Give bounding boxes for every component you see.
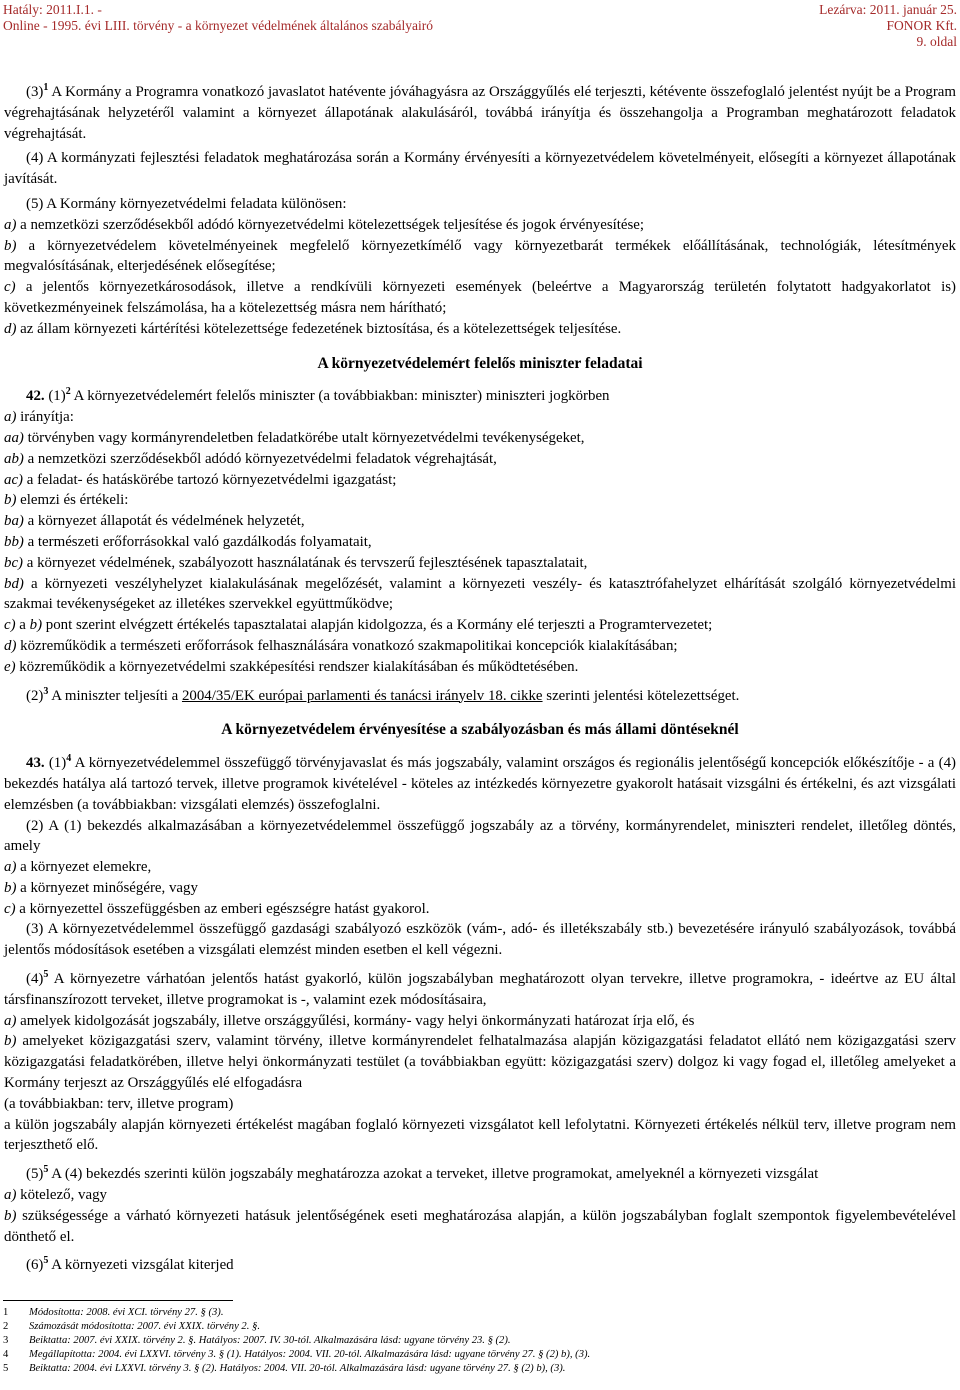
paragraph-43-1: 43. $(1)^4$ A környezetvédelemmel összefüggő törvényjavaslat és más jogszabály, valamint országos és regionális jelentőségű koncepciók előkészítője - a (4) bekezdés hatálya alá tartozó tervek, illetve programok kivételével - köteles az intézkedés környezetre gyakorolt hatásait vizsgálni és értékelni, és azt vizsgálati elemzésben (a továbbiakban: vizsgálati elemzés) összefoglalni. [4,753,956,813]
paragraph-41-4: (4) A kormányzati fejlesztési feladatok meghatározása során a Kormány érvényesíti a környezetvédelem követelményeit, elősegíti a környezet állapotának javítását. [4,150,956,188]
list-item: d) az állam környezeti kártérítési kötelezettsége fedezetének biztosítása, és a kötelezettségek teljesítése. [4,320,622,337]
footnote-item: 3 Beiktatta: 2007. évi XXIX. törvény 2. §. Hatályos: 2007. IV. 30-tól. Alkalmazására lásd: ugyane törvény 23. § (2). [3,1334,511,1346]
page-header [3,2,957,48]
section-heading-minister: A környezetvédelemért felelős miniszter feladatai [317,354,643,372]
header-publisher: FONOR Kft. [886,18,957,33]
list-item: b) a környezetvédelem követelményeinek megfelelő környezetkímélő vagy környezetbarát termékek előállításának, technológiák, létesítmények megvalósításának, elterjedésének elősegítése; [4,237,956,275]
list-item: b) a környezet minőségére, vagy [4,879,198,896]
header-page-number: 9. oldal [916,34,957,49]
header-left [3,2,433,34]
list-item: bb) a természeti erőforrásokkal való gazdálkodás folyamatait, [4,533,372,550]
footnote-divider [3,1300,233,1301]
footnote-item: 1 Módosította: 2008. évi XCI. törvény 27. § (3). [3,1307,224,1318]
paragraph-41-5: (5) A Kormány környezetvédelmi feladata különösen: [26,195,347,212]
list-item: (a továbbiakban: terv, illetve program) [4,1095,234,1112]
paragraph-43-4: $(4)^5$ A környezetre várhatóan jelentős hatást gyakorló, külön jogszabályban meghatározott olyan tervekre, illetve programokra, - ideértve az EU által társfinanszírozott terveket, illetve programokat is -, valamint ezek módosításaira, [4,969,956,1008]
paragraph-43-3: (3) A környezetvédelemmel összefüggő gazdasági szabályozó eszközök (vám-, adó- és illetékszabály stb.) bevezetésére irányuló szabályozások, továbbá jelentős módosítások esetében a vizsgálati elemzést minden esetben el kell végezni. [4,921,956,959]
list-item: a) kötelező, vagy [4,1187,107,1204]
paragraph-43-6: $(6)^5$ A környezeti vizsgálat kiterjed [26,1255,234,1274]
list-item: a) irányítja: [4,409,74,426]
list-item: a) a környezet elemekre, [4,859,152,876]
paragraph-41-3: $(3)^1$ A Kormány a Programra vonatkozó javaslatot hatévente jóváhagyásra az Országgyűlés elé terjeszti, kétévente összefoglaló jelentést nyújt be a Program végrehajtásának helyzetéről valamint a környezet állapotának alakulásáról, továbbá irányítja és összehangolja a Programban meghatározott feladatok végrehajtását. [4,82,956,142]
paragraph-42-2: $(2)^3$ A miniszter teljesíti a 2004/35/EK európai parlamenti és tanácsi irányelv 18. cikke szerinti jelentési kötelezettséget. [26,685,740,704]
header-validity: Hatály: 2011.I.1. - [3,2,102,17]
footnote-ref-3[interactable]: 3 [43,685,49,697]
directive-link[interactable]: 2004/35/EK európai parlamenti és tanácsi irányelv 18. cikke [181,687,543,704]
paragraph-42-1: 42. $(1)^2$ A környezetvédelemért felelős miniszter (a továbbiakban: miniszter) miniszteri jogkörben [26,386,610,405]
list-item: ba) a környezet állapotát és védelmének helyzetét, [4,513,305,530]
list-item: b) elemzi és értékeli: [4,492,129,509]
footnote-item: 4 Megállapította: 2004. évi LXXVI. törvény 3. § (1). Hatályos: 2004. VII. 20-tól. Alkalmazására lásd: ugyane törvény 27. § (2) b), (3). [3,1348,591,1360]
list-item: a külön jogszabály alapján környezeti értékelést magában foglaló környezeti vizsgálatot kell lefolytatni. Környezeti értékelés nélkül terv, illetve program nem terjeszthető elő. [4,1116,956,1154]
footnotes [3,1300,957,1376]
document-body [4,82,956,1276]
header-right [819,2,957,50]
footnote-ref-5[interactable]: 5 [43,1255,49,1267]
list-item: bd) a környezeti veszélyhelyzet kialakulásának megelőzését, valamint a környezeti veszély- és katasztrófahelyzet elhárítását szolgáló környezetvédelmi szakmai tevékenységeket az illetékes szervekkel együttműködve; [4,575,956,613]
list-item: ab) a nemzetközi szerződésekből adódó környezetvédelmi feladatok végrehajtását, [4,450,497,467]
footnote-item: 5 Beiktatta: 2004. évi LXXVI. törvény 3. § (2). Hatályos: 2004. VII. 20-tól. Alkalmazására lásd: ugyane törvény 27. § (2) b), (3). [3,1362,566,1374]
list-item: a) a nemzetközi szerződésekből adódó környezetvédelmi kötelezettségek teljesítése és jogok érvényesítése; [4,216,645,233]
list-item: bc) a környezet védelmének, szabályozott használatának és tervszerű fejlesztésének tapasztalatait, [4,554,588,571]
paragraph-43-2: (2) A (1) bekezdés alkalmazásában a környezetvédelemmel összefüggő jogszabály az a törvény, kormányrendelet, miniszteri rendelet, illetőleg döntés, amely [4,817,956,855]
list-item: c) a jelentős környezetkárosodások, illetve a rendkívüli környezeti események (beleértve a Magyarország területén folytatott hadgyakorlatot is) következményeinek felszámolása, ha a kötelezettség másra nem hárítható; [4,279,956,316]
footnote-ref-5[interactable]: 5 [43,1164,49,1176]
list-item: c) a környezettel összefüggésben az emberi egészségre hatást gyakorol. [4,900,430,917]
footnote-ref-4[interactable]: 4 [66,753,72,765]
footnote-ref-1[interactable]: 1 [43,82,49,93]
list-item: ac) a feladat- és hatáskörébe tartozó környezetvédelmi igazgatást; [4,471,397,488]
section-heading-regulation: A környezetvédelem érvényesítése a szabályozásban és más állami döntéseknél [221,721,739,739]
footnote-ref-5[interactable]: 5 [43,969,49,981]
list-item: e) közreműködik a környezetvédelmi szakképesítési rendszer kialakításában és működtetésében. [4,658,579,675]
list-item: c) a b) pont szerint elvégzett értékelés tapasztalatai alapján kidolgozza, és a Kormány elé terjeszti a Programtervezetet; [4,617,713,634]
list-item: d) közreműködik a természeti erőforrások felhasználására vonatkozó szakmapolitikai koncepciók kialakításában; [4,637,678,654]
list-item: b) amelyeket közigazgatási szerv, valamint törvény, illetve kormányrendelet felhatalmazása alapján közigazgatási feladatot ellátó nem közigazgatási szerv közigazgatási feladatkörében, illetve helyi önkormányzati testület (a továbbiakban együtt: közigazgatási szerv) dolgoz ki vagy fogad el, illetőleg amelyeket a Kormány terjeszt az Országgyűlés elé elfogadásra [4,1033,956,1092]
list-item: b) szükségessége a várható környezeti hatásuk jelentőségének eseti meghatározása alapján, a külön jogszabályban foglalt szempontok figyelembevételével dönthető el. [4,1207,956,1245]
footnote-ref-2[interactable]: 2 [65,386,71,398]
list-item: aa) törvényben vagy kormányrendeletben feladatkörébe utalt környezetvédelmi tevékenységeket, [4,429,585,446]
header-closed-date: Lezárva: 2011. január 25. [819,2,957,17]
footnote-item: 2 Számozását módosította: 2007. évi XXIX. törvény 2. §. [3,1320,260,1332]
list-item: a) amelyek kidolgozását jogszabály, illetve országgyűlési, kormány- vagy helyi önkormányzati határozat írja elő, és [4,1012,695,1029]
header-document-title: Online - 1995. évi LIII. törvény - a környezet védelmének általános szabályairó [3,18,433,33]
paragraph-43-5: $(5)^5$ A (4) bekezdés szerinti külön jogszabály meghatározza azokat a terveket, illetve programokat, amelyeknél a környezeti vizsgálat [26,1164,819,1183]
